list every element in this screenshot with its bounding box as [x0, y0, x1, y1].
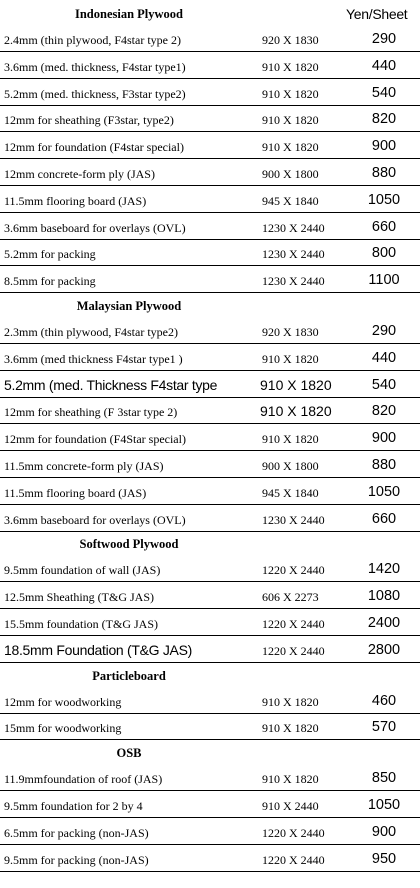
sheet-size: 1230 X 2440 [262, 220, 325, 235]
price: 950 [371, 850, 397, 867]
product-description: 11.5mm flooring board (JAS) [4, 485, 147, 500]
sheet-size: 1230 X 2440 [262, 247, 325, 262]
price: 290 [371, 31, 397, 47]
sheet-size: 910 X 1820 [262, 59, 319, 74]
sheet-size: 1220 X 2440 [262, 852, 325, 867]
price: 900 [371, 430, 397, 447]
sheet-size: 920 X 1830 [262, 33, 319, 47]
product-description: 9.5mm foundation for 2 by 4 [4, 799, 143, 813]
product-description: 11.5mm concrete-form ply (JAS) [4, 459, 164, 473]
price: 570 [371, 719, 397, 736]
sheet-size: 1220 X 2440 [262, 563, 325, 578]
sheet-size: 606 X 2273 [262, 590, 319, 605]
section-header [0, 294, 420, 318]
product-row [0, 637, 420, 663]
product-row [0, 792, 420, 818]
product-description: 2.4mm (thin plywood, F4star type 2) [4, 33, 181, 47]
product-row [0, 398, 420, 424]
product-row [0, 714, 420, 740]
product-row [0, 846, 420, 872]
price: 900 [371, 138, 397, 155]
product-description: 9.5mm foundation of wall (JAS) [4, 563, 161, 578]
price: 880 [371, 457, 397, 473]
sheet-size: 910 X 1820 [262, 694, 319, 709]
price: 540 [371, 84, 397, 101]
product-row [0, 819, 420, 845]
product-description: 11.9mmfoundation of roof (JAS) [4, 772, 163, 787]
product-description: 5.2mm (med. Thickness F4star type [4, 376, 218, 393]
price-unit-label: Yen/Sheet [346, 6, 408, 22]
price: 460 [371, 692, 397, 709]
product-description: 12mm concrete-form ply (JAS) [4, 167, 155, 181]
product-row [0, 133, 420, 159]
sheet-size: 910 X 1820 [262, 432, 319, 447]
price: 660 [371, 218, 397, 235]
price: 1050 [367, 191, 401, 208]
product-description: 15.5mm foundation (T&G JAS) [4, 617, 158, 631]
product-row [0, 556, 420, 582]
section-header [0, 532, 420, 556]
product-description: 12mm for foundation (F4Star special) [4, 432, 186, 447]
section-title: Softwood Plywood [79, 537, 179, 552]
price: 540 [371, 376, 397, 393]
sheet-size: 910 X 1820 [262, 86, 319, 101]
sheet-size: 910 X 1820 [262, 113, 319, 128]
product-row [0, 26, 420, 52]
section-title: Malaysian Plywood [76, 299, 182, 313]
product-description: 3.6mm baseboard for overlays (OVL) [4, 512, 186, 527]
product-description: 12mm for sheathing (F 3star type 2) [4, 405, 178, 420]
product-row [0, 372, 420, 398]
product-description: 5.2mm (med. thickness, F3star type2) [4, 86, 186, 101]
price: 1080 [367, 588, 401, 605]
price: 850 [371, 770, 397, 787]
section-header [0, 2, 420, 26]
sheet-size: 900 X 1800 [262, 167, 319, 181]
sheet-size: 910 X 1820 [262, 772, 319, 787]
section-title: OSB [116, 746, 142, 761]
price: 290 [371, 323, 397, 339]
price: 900 [371, 823, 397, 840]
sheet-size: 910 X 1820 [260, 376, 332, 393]
product-row [0, 583, 420, 609]
product-description: 3.6mm (med. thickness, F4star type1) [4, 59, 186, 74]
price: 2400 [367, 615, 401, 631]
sheet-size: 945 X 1840 [262, 485, 319, 500]
price: 440 [371, 57, 397, 74]
product-description: 6.5mm for packing (non-JAS) [4, 825, 149, 840]
product-description: 5.2mm for packing [4, 247, 96, 262]
product-row [0, 53, 420, 79]
product-description: 12mm for sheathing (F3star, type2) [4, 113, 174, 128]
sheet-size: 910 X 1820 [262, 721, 319, 736]
section-header [0, 741, 420, 765]
product-description: 9.5mm for packing (non-JAS) [4, 852, 149, 867]
price: 1100 [368, 272, 400, 289]
sheet-size: 910 X 1820 [262, 140, 319, 155]
product-description: 8.5mm for packing [4, 274, 96, 289]
product-description: 3.6mm (med thickness F4star type1 ) [4, 351, 183, 366]
product-row [0, 479, 420, 505]
product-description: 18.5mm Foundation (T&G JAS) [4, 641, 192, 658]
price: 800 [371, 245, 397, 262]
sheet-size: 1220 X 2440 [262, 825, 325, 840]
price: 660 [371, 510, 397, 527]
sheet-size: 945 X 1840 [262, 193, 319, 208]
sheet-size: 1230 X 2440 [262, 512, 325, 527]
price: 820 [371, 403, 397, 420]
section-title: Particleboard [92, 668, 166, 683]
sheet-size: 1220 X 2440 [262, 643, 325, 658]
product-row [0, 506, 420, 532]
section-header [0, 664, 420, 688]
sheet-size: 900 X 1800 [262, 459, 319, 473]
product-row [0, 106, 420, 132]
price: 1420 [367, 561, 401, 578]
price: 2800 [367, 641, 401, 658]
product-row [0, 688, 420, 714]
product-description: 2.3mm (thin plywood, F4star type2) [4, 325, 178, 339]
section-title: Indonesian Plywood [74, 7, 184, 21]
product-row [0, 240, 420, 266]
product-row [0, 267, 420, 293]
product-row [0, 80, 420, 106]
product-row [0, 214, 420, 240]
sheet-size: 920 X 1830 [262, 325, 319, 339]
sheet-size: 910 X 1820 [260, 403, 332, 420]
product-row [0, 160, 420, 186]
product-row [0, 318, 420, 344]
sheet-size: 910 X 2440 [262, 799, 319, 813]
price: 1050 [367, 483, 401, 500]
sheet-size: 1230 X 2440 [262, 274, 325, 289]
product-description: 12mm for woodworking [4, 694, 122, 709]
product-description: 12mm for foundation (F4star special) [4, 140, 184, 155]
product-description: 3.6mm baseboard for overlays (OVL) [4, 220, 186, 235]
price: 820 [371, 111, 397, 128]
product-description: 12.5mm Sheathing (T&G JAS) [4, 590, 154, 605]
product-row [0, 610, 420, 636]
product-description: 15mm for woodworking [4, 721, 122, 736]
product-row [0, 765, 420, 791]
product-row [0, 425, 420, 451]
product-row [0, 345, 420, 371]
price: 440 [371, 349, 397, 366]
price: 1050 [367, 797, 401, 813]
price: 880 [371, 165, 397, 181]
sheet-size: 1220 X 2440 [262, 617, 325, 631]
product-description: 11.5mm flooring board (JAS) [4, 193, 147, 208]
sheet-size: 910 X 1820 [262, 351, 319, 366]
product-row [0, 452, 420, 478]
product-row [0, 187, 420, 213]
